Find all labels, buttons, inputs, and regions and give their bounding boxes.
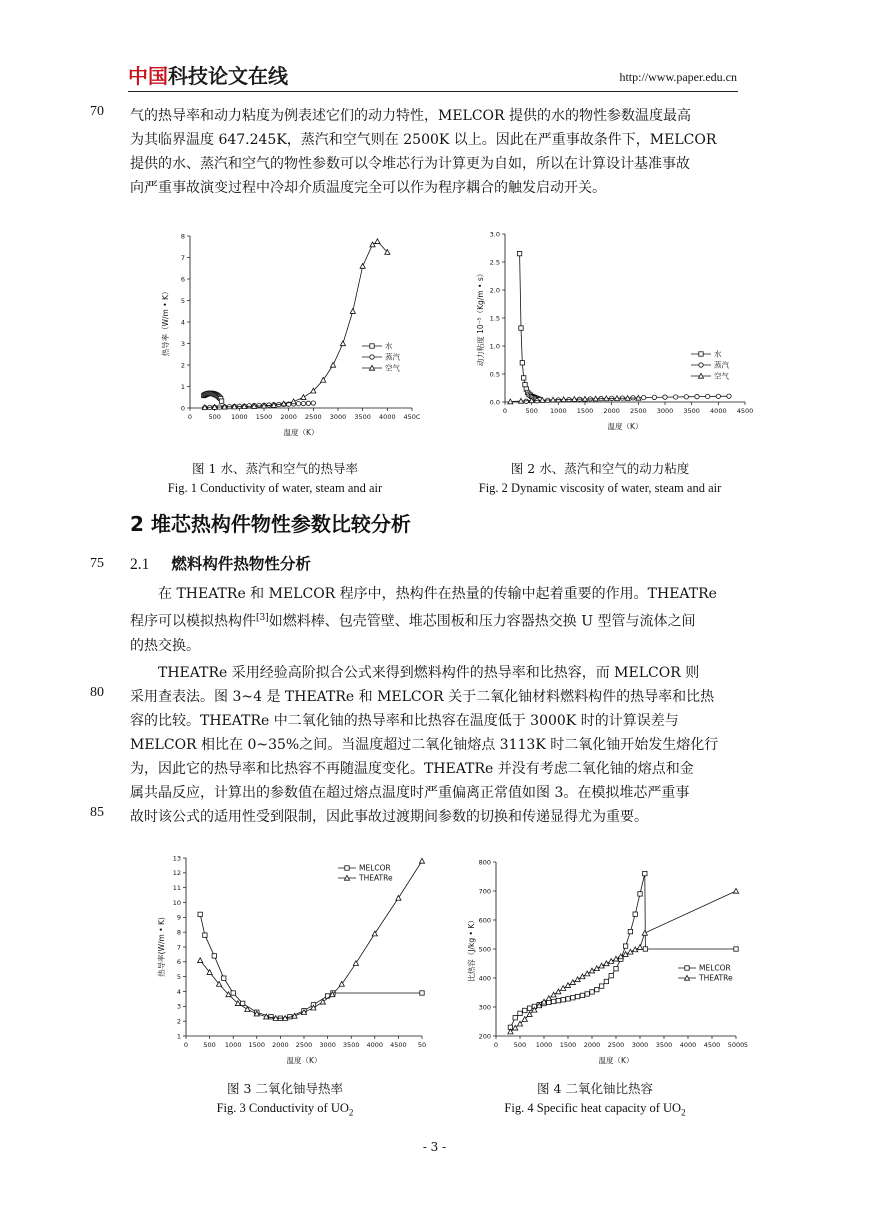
data-point [595, 987, 599, 991]
data-point [523, 1008, 527, 1012]
y-axis-label: 动力粘度 10⁻⁵（Kg/m • s） [476, 269, 485, 367]
data-point [396, 895, 401, 900]
x-tick-label: 2500 [607, 1041, 625, 1049]
data-point [556, 989, 561, 994]
data-point [524, 399, 528, 403]
x-tick-label: 4000 [366, 1041, 384, 1049]
para3-line: 容的比较。THEATRe 中二氧化铀的热导率和比热容在温度低于 3000K 时的计算误差与 [130, 713, 679, 729]
figure-3-chart [150, 848, 440, 1068]
y-tick-label: 0.5 [489, 370, 500, 379]
data-point [370, 242, 375, 247]
data-point [551, 999, 555, 1003]
x-tick-label: 2000 [603, 407, 620, 415]
legend-label: 水 [714, 349, 722, 359]
data-point [652, 395, 656, 399]
y-tick-label: 5 [176, 972, 181, 981]
data-point [419, 858, 424, 863]
x-tick-label: 4500 [703, 1041, 721, 1049]
data-point [353, 961, 358, 966]
x-tick-label: 500 [203, 1041, 216, 1049]
y-tick-label: 13 [172, 854, 181, 863]
y-tick-label: 400 [478, 974, 491, 983]
y-tick-label: 7 [180, 253, 185, 262]
para2-text: 程序可以模拟热构件 [130, 613, 256, 630]
y-tick-label: 3 [176, 1002, 181, 1011]
x-tick-label: 50 [417, 1041, 427, 1049]
data-point [684, 395, 688, 399]
y-tick-label: 2 [180, 361, 185, 370]
y-tick-label: 5 [180, 296, 185, 305]
x-tick-label: 3500 [683, 407, 700, 415]
x-tick-label: 4000 [679, 1041, 697, 1049]
data-point [637, 945, 642, 950]
y-tick-label: 0 [180, 404, 185, 413]
legend-entry [678, 964, 731, 973]
para1-line: 向严重事故演变过程中冷却介质温度完全可以作为程序耦合的触发启动开关。 [130, 180, 606, 196]
data-point [609, 973, 613, 977]
data-point [240, 1001, 244, 1005]
data-point [638, 892, 642, 896]
y-tick-label: 3 [180, 339, 185, 348]
data-point [231, 991, 235, 995]
x-tick-label: 500 [513, 1041, 527, 1049]
data-point [643, 871, 647, 875]
data-point [556, 998, 560, 1002]
legend-label: THEATRe [699, 973, 733, 983]
section-2-1-number: 2.1 [130, 556, 150, 573]
para3-line: 故时该公式的适用性受到限制，因此事故过渡期间参数的切换和传递显得尤为重要。 [130, 809, 648, 825]
y-tick-label: 9 [176, 913, 181, 922]
chart-axes [160, 232, 421, 437]
y-tick-label: 0.0 [489, 398, 500, 407]
section-2-1-title: 燃料构件热物性分析 [171, 555, 311, 573]
data-point [350, 309, 355, 314]
legend-marker [370, 344, 374, 348]
data-point [518, 1011, 522, 1015]
legend-entry [362, 341, 393, 351]
x-tick-label: 0 [187, 413, 193, 421]
x-tick-label: 0 [502, 407, 508, 415]
x-tick-label: 1500 [559, 1041, 577, 1049]
series-line [205, 241, 387, 407]
y-tick-label: 6 [180, 275, 185, 284]
data-point [604, 979, 608, 983]
x-axis-label: 温度（K） [607, 422, 643, 431]
data-point [521, 376, 525, 380]
y-tick-label: 200 [478, 1032, 491, 1041]
x-tick-label: 4000 [710, 407, 727, 415]
para2-line [130, 606, 738, 634]
y-tick-label: 2.5 [489, 258, 500, 267]
legend-label: MELCOR [359, 863, 391, 873]
data-point [321, 377, 326, 382]
data-point [695, 394, 699, 398]
data-point [705, 394, 709, 398]
legend-entry [691, 360, 729, 370]
data-point [716, 394, 720, 398]
line-number-70: 70 [90, 104, 104, 119]
y-tick-label: 800 [478, 858, 491, 867]
y-axis-label: 热导率（W/m • K） [161, 287, 170, 357]
figure-4-chart [460, 848, 760, 1068]
para3-line: 采用查表法。图 3~4 是 THEATRe 和 MELCOR 关于二氧化铀材料燃料构件的热导率和比热 [130, 689, 715, 705]
y-tick-label: 2.0 [489, 286, 500, 295]
x-tick-label: 3000 [631, 1041, 649, 1049]
y-axis-label: 热导率(W/m • K) [157, 917, 166, 977]
data-point [267, 403, 271, 407]
data-point [372, 931, 377, 936]
data-point [643, 947, 647, 951]
x-tick-label: 2000 [280, 413, 297, 421]
data-point [727, 394, 731, 398]
line-number-80: 80 [90, 685, 104, 700]
data-point [561, 986, 566, 991]
figure-2-caption-en: Fig. 2 Dynamic viscosity of water, steam and air [478, 481, 722, 495]
data-point [733, 888, 738, 893]
paragraph-1 [130, 104, 738, 200]
legend-entry [691, 371, 729, 381]
data-point [301, 395, 306, 400]
x-tick-label: 1000 [535, 1041, 553, 1049]
legend-label: MELCOR [699, 963, 731, 973]
legend-label: 蒸汽 [385, 352, 400, 362]
data-point [575, 977, 580, 982]
data-point [599, 984, 603, 988]
x-tick-label: 2000 [272, 1041, 289, 1049]
legend-entry [362, 363, 400, 373]
data-point [203, 933, 207, 937]
y-tick-label: 2 [176, 1017, 181, 1026]
legend-label: 空气 [385, 363, 400, 373]
data-point [222, 976, 226, 980]
data-point [590, 990, 594, 994]
y-tick-label: 4 [180, 318, 185, 327]
x-axis-label: 温度（K） [283, 428, 319, 437]
data-point [535, 399, 539, 403]
data-point [212, 954, 216, 958]
data-point [330, 362, 335, 367]
y-tick-label: 1.0 [489, 342, 500, 351]
x-tick-label: 5000 [727, 1041, 745, 1049]
y-tick-label: 6 [176, 958, 181, 967]
para3-line: MELCOR 相比在 0~35%之间。当温度超过二氧化铀熔点 3113K 时二氧化铀开始发生熔化行 [130, 737, 719, 753]
y-tick-label: 1 [180, 382, 185, 391]
series-square [198, 912, 424, 1020]
data-point [198, 958, 203, 963]
x-tick-label: 3500 [655, 1041, 673, 1049]
x-tick-label: 3500 [342, 1041, 360, 1049]
data-point [623, 944, 627, 948]
para3-line: 为，因此它的热导率和比热容不再随温度变化。THEATRe 并没有考虑二氧化铀的熔点和金 [130, 761, 694, 777]
data-point [633, 912, 637, 916]
data-point [247, 404, 251, 408]
caption-text: Fig. 4 Specific heat capacity of UO [504, 1101, 682, 1115]
line-number-85: 85 [90, 805, 104, 820]
y-tick-label: 500 [478, 945, 491, 954]
y-axis-label: 比热容（J/kg • K） [467, 916, 476, 982]
y-tick-label: 10 [172, 898, 181, 907]
figure-3-caption-en [140, 1101, 430, 1118]
series-square [202, 391, 224, 403]
data-point [628, 929, 632, 933]
legend-entry [362, 352, 400, 362]
x-tick-label: 5 [743, 1041, 749, 1049]
legend-label: THEATRe [359, 873, 393, 883]
paragraph-3 [130, 661, 738, 829]
data-point [420, 991, 424, 995]
y-tick-label: 600 [478, 916, 491, 925]
data-point [513, 1016, 517, 1020]
data-point [614, 967, 618, 971]
x-tick-label: 3000 [329, 413, 347, 421]
x-tick-label: 3500 [354, 413, 371, 421]
data-point [565, 983, 570, 988]
data-point [306, 401, 310, 405]
figure-1-chart [150, 222, 440, 452]
legend-label: 蒸汽 [714, 360, 729, 370]
x-tick-label: 1000 [231, 413, 248, 421]
figure-3-caption-cn: 图 3 二氧化铀导热率 [227, 1081, 343, 1096]
legend-marker [370, 355, 374, 359]
caption-subscript: 2 [681, 1107, 686, 1118]
data-point [519, 326, 523, 330]
page-number: - 3 - [422, 1140, 447, 1154]
figure-1-caption-en: Fig. 1 Conductivity of water, steam and air [167, 481, 383, 495]
data-point [673, 395, 677, 399]
series-triangle [202, 239, 390, 410]
para1-line: 为其临界温度 647.245K，蒸汽和空气则在 2500K 以上。因此在严重事故条件下，MELCOR [130, 132, 717, 148]
figure-4-caption-cn: 图 4 二氧化铀比热容 [537, 1081, 653, 1096]
x-tick-label: 450C [403, 413, 421, 421]
data-point [198, 912, 202, 916]
data-point [296, 402, 300, 406]
data-point [527, 1006, 531, 1010]
x-tick-label: 0 [183, 1041, 189, 1049]
line-number-75: 75 [90, 556, 104, 571]
data-point [291, 399, 296, 404]
data-point [642, 930, 647, 935]
data-point [663, 395, 667, 399]
legend-entry [691, 349, 722, 359]
data-point [580, 993, 584, 997]
x-tick-label: 1000 [550, 407, 567, 415]
x-tick-label: 2500 [295, 1041, 313, 1049]
figure-2-chart [465, 222, 765, 452]
y-tick-label: 11 [172, 883, 181, 892]
data-point [585, 992, 589, 996]
logo-rest-text: 科技论文在线 [168, 64, 288, 88]
header-rule [128, 91, 738, 92]
journal-logo [128, 60, 288, 89]
legend-marker [345, 866, 349, 870]
x-tick-label: 3000 [319, 1041, 336, 1049]
data-point [257, 403, 261, 407]
data-point [340, 341, 345, 346]
data-point [580, 974, 585, 979]
caption-subscript: 2 [348, 1107, 354, 1118]
y-tick-label: 8 [176, 928, 181, 937]
x-tick-label: 1500 [576, 407, 594, 415]
legend-entry [678, 974, 733, 983]
figure-2-caption-cn: 图 2 水、蒸汽和空气的动力粘度 [510, 461, 690, 476]
x-tick-label: 500 [525, 407, 538, 415]
x-axis-label: 温度（K） [598, 1056, 634, 1065]
x-tick-label: 2000 [583, 1041, 601, 1049]
x-tick-label: 0 [493, 1041, 499, 1049]
data-point [269, 1015, 273, 1019]
x-tick-label: 3000 [656, 407, 674, 415]
chart-axes [156, 854, 426, 1065]
para2-line: 在 THEATRe 和 MELCOR 程序中，热构件在热量的传输中起着重要的作用。THEATRe [158, 586, 717, 602]
data-point [311, 401, 315, 405]
legend-marker [699, 363, 703, 367]
y-tick-label: 7 [176, 943, 181, 952]
x-tick-label: 1000 [224, 1041, 242, 1049]
x-axis-label: 温度（K） [286, 1056, 322, 1065]
figure-1-caption-cn: 图 1 水、蒸汽和空气的热导率 [192, 461, 358, 476]
data-point [566, 997, 570, 1001]
section-2-1-heading [130, 552, 311, 574]
data-point [551, 992, 556, 997]
y-tick-label: 1 [176, 1032, 181, 1041]
y-tick-label: 8 [180, 232, 185, 241]
logo-red-text: 中国 [128, 64, 168, 88]
legend-marker [699, 352, 703, 356]
data-point [375, 239, 380, 244]
legend-marker [685, 966, 689, 970]
para1-line: 提供的水、蒸汽和空气的物性参数可以令堆芯行为计算更为自如，所以在计算设计基准事故 [130, 156, 690, 172]
citation-ref[interactable]: [3] [256, 613, 269, 623]
para1-line: 气的热导率和动力粘度为例表述它们的动力特性，MELCOR 提供的水的物性参数温度最高 [130, 108, 692, 124]
data-point [561, 998, 565, 1002]
series-triangle [198, 858, 425, 1020]
paragraph-2 [130, 582, 738, 658]
legend-label: 空气 [714, 371, 729, 381]
data-point [641, 395, 645, 399]
y-tick-label: 300 [478, 1003, 491, 1012]
legend-entry [338, 864, 391, 873]
y-tick-label: 12 [172, 869, 181, 878]
legend-entry [338, 874, 393, 883]
figure-4-caption-en [450, 1101, 740, 1118]
data-point [360, 264, 365, 269]
y-tick-label: 3.0 [489, 230, 500, 239]
x-tick-label: 4500 [736, 407, 754, 415]
para3-line: 属共晶反应，计算出的参数值在超过熔点温度时严重偏离正常值如图 3。在模拟堆芯严重事 [130, 785, 690, 801]
data-point [520, 361, 524, 365]
data-point [734, 947, 738, 951]
series-square [517, 251, 541, 402]
data-point [570, 980, 575, 985]
y-tick-label: 700 [478, 887, 491, 896]
y-tick-label: 1.5 [489, 314, 500, 323]
header-url[interactable]: http://www.paper.edu.cn [619, 70, 737, 84]
para2-text: 如燃料棒、包壳管壁、堆芯围板和压力容器热交换 U 型管与流体之间 [268, 613, 696, 630]
x-tick-label: 500 [208, 413, 221, 421]
x-tick-label: 2500 [630, 407, 647, 415]
data-point [585, 971, 590, 976]
x-tick-label: 4000 [379, 413, 396, 421]
legend-label: 水 [385, 341, 393, 351]
x-tick-label: 1500 [248, 1041, 266, 1049]
para3-line: THEATRe 采用经验高阶拟合公式来得到燃料构件的热导率和比热容，而 MELCOR 则 [158, 665, 700, 681]
section-2-heading: 2 堆芯热构件物性参数比较分析 [130, 512, 411, 536]
x-tick-label: 1500 [255, 413, 273, 421]
x-tick-label: 4500 [390, 1041, 407, 1049]
series-square [508, 871, 738, 1029]
para2-line: 的热交换。 [130, 637, 200, 654]
data-point [571, 996, 575, 1000]
data-point [517, 251, 521, 255]
data-point [523, 382, 527, 386]
data-point [546, 996, 551, 1001]
y-tick-label: 4 [176, 987, 181, 996]
caption-text: Fig. 3 Conductivity of UO [216, 1101, 349, 1115]
x-tick-label: 2500 [305, 413, 322, 421]
data-point [339, 981, 344, 986]
data-point [575, 994, 579, 998]
data-point [301, 401, 305, 405]
data-point [219, 399, 223, 403]
